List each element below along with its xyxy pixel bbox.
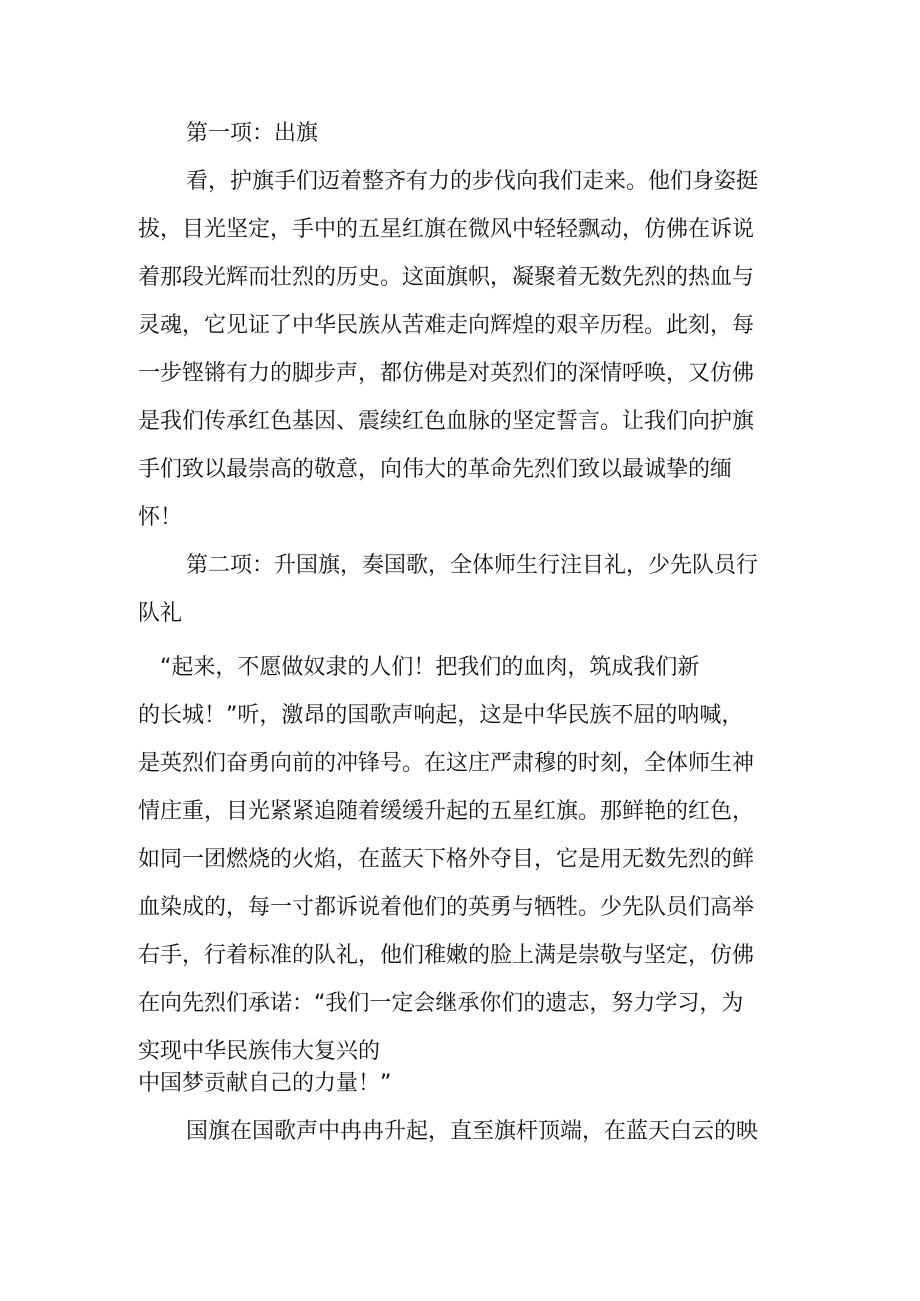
paragraph-line: 拔，目光坚定，手中的五星红旗在微风中轻轻飘动，仿佛在诉说 (138, 217, 755, 242)
heading-item-2-cont: 队礼 (138, 601, 183, 626)
paragraph-line: 灵魂，它见证了中华民族从苦难走向辉煌的艰辛历程。此刻，每 (138, 313, 755, 338)
paragraph-line: 手们致以最崇高的敬意，向伟大的革命先烈们致以最诚挚的缅 (138, 457, 733, 482)
paragraph-line: 如同一团燃烧的火焰，在蓝天下格外夺目，它是用无数先烈的鲜 (138, 847, 755, 872)
paragraph-line: 是我们传承红色基因、震续红色血脉的坚定誓言。让我们向护旗 (138, 409, 755, 434)
paragraph-line: 国旗在国歌声中冉冉升起，直至旗杆顶端，在蓝天白云的映 (186, 1119, 759, 1144)
paragraph-line: 看，护旗手们迈着整齐有力的步伐向我们走来。他们身姿挺 (186, 169, 759, 194)
heading-item-1: 第一项：出旗 (186, 121, 319, 146)
paragraph-line: 情庄重，目光紧紧追随着缓缓升起的五星红旗。那鲜艳的红色， (138, 799, 755, 824)
paragraph-line: 的长城！”听，激昂的国歌声响起，这是中华民族不屈的呐喊， (138, 703, 744, 728)
heading-item-2: 第二项：升国旗，奏国歌，全体师生行注目礼，少先队员行 (186, 553, 759, 578)
paragraph-line: “起来，不愿做奴隶的人们！把我们的血肉，筑成我们新 (160, 655, 700, 680)
paragraph-line: 着那段光辉而壮烈的历史。这面旗帜，凝聚着无数先烈的热血与 (138, 265, 755, 290)
paragraph-line: 怀！ (138, 505, 183, 530)
paragraph-line: 血染成的，每一寸都诉说着他们的英勇与牺牲。少先队员们高举 (138, 895, 755, 920)
paragraph-line: 是英烈们奋勇向前的冲锋号。在这庄严肃穆的时刻，全体师生神 (138, 751, 755, 776)
paragraph-line: 中国梦贡献自己的力量！” (138, 1071, 392, 1096)
paragraph-line: 实现中华民族伟大复兴的 (138, 1039, 381, 1064)
paragraph-line: 右手，行着标准的队礼，他们稚嫩的脸上满是崇敬与坚定，仿佛 (138, 943, 755, 968)
paragraph-line: 一步铿锵有力的脚步声，都仿佛是对英烈们的深情呼唤，又仿佛 (138, 361, 755, 386)
paragraph-line: 在向先烈们承诺：“我们一定会继承你们的遗志，努力学习，为 (138, 991, 744, 1016)
